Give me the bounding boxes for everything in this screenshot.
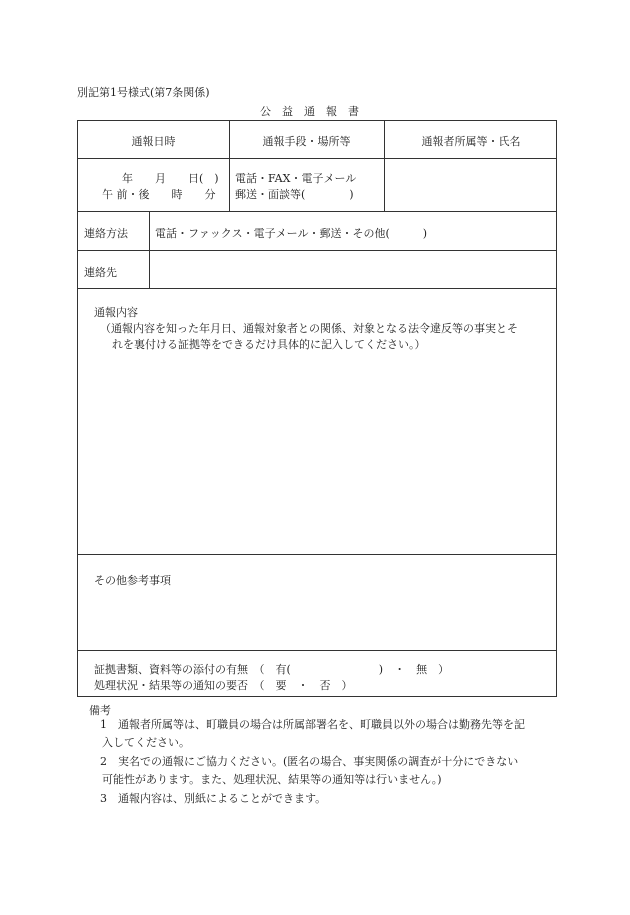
form-id: 別記第1号様式(第7条関係) — [77, 86, 210, 99]
other-reference-label: その他参考事項 — [94, 574, 171, 587]
content-instruction-line2: れを裏付ける証拠等をできるだけ具体的に記入してください。） — [112, 338, 426, 351]
contact-method-options[interactable]: 電話・ファックス・電子メール・郵送・その他( ) — [155, 227, 428, 240]
note-item — [100, 753, 560, 789]
note-item — [100, 716, 560, 752]
evidence-attachment-line[interactable]: 証拠書類、資料等の添付の有無 （ 有( ) ・ 無 ） — [94, 663, 450, 676]
notes-heading: 備考 — [89, 704, 111, 717]
contact-method-label: 連絡方法 — [84, 227, 128, 240]
content-instruction-line1: （通報内容を知った年月日、通報対象者との関係、対象となる法令違反等の事実とそ — [100, 322, 518, 335]
content-label: 通報内容 — [94, 306, 138, 319]
report-form-table — [77, 120, 557, 697]
row-divider — [78, 288, 556, 289]
page-title: 公益通報書 — [260, 105, 370, 118]
time-field[interactable]: 午 前・後 時 分 — [102, 188, 216, 201]
contact-field[interactable] — [155, 254, 553, 284]
header-date: 通報日時 — [131, 135, 176, 148]
contact-label: 連絡先 — [84, 266, 117, 279]
note-line: 3 通報内容は、別紙によることができます。 — [100, 792, 327, 805]
header-means: 通報手段・場所等 — [262, 135, 351, 148]
note-line: 1 通報者所属等は、町職員の場合は所属部署名を、町職員以外の場合は勤務先等を記 — [100, 718, 525, 731]
means-options[interactable]: 電話・FAX・電子メール — [235, 172, 357, 185]
note-line: 入してください。 — [102, 736, 190, 749]
means-other-options[interactable]: 郵送・面談等( ) — [235, 188, 354, 201]
header-reporter: 通報者所属等・氏名 — [421, 135, 521, 148]
row-divider — [78, 554, 556, 555]
note-item — [100, 790, 560, 808]
row-divider — [78, 650, 556, 651]
col-divider — [149, 211, 150, 288]
note-line: 2 実名での通報にご協力ください。(匿名の場合、事実関係の調査が十分にできない — [100, 755, 519, 768]
reporter-field[interactable] — [388, 163, 554, 207]
notice-required-line[interactable]: 処理状況・結果等の通知の要否 （ 要 ・ 否 ） — [94, 679, 353, 692]
row-divider — [78, 158, 556, 159]
note-line: 可能性があります。また、処理状況、結果等の通知等は行いません。) — [102, 773, 442, 786]
date-field[interactable]: 年 月 日( ) — [122, 172, 219, 185]
